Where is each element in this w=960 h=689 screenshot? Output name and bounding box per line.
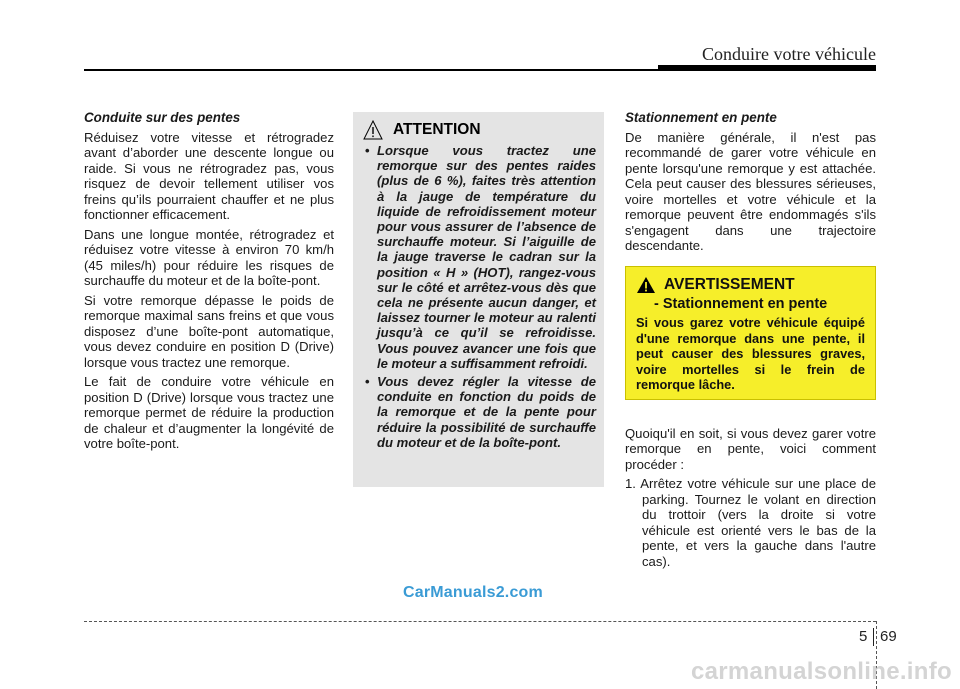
section-heading-pentes: Conduite sur des pentes — [84, 110, 241, 125]
step-item: 1. Arrêtez votre véhicule sur une place de parking. Tournez le volant en direction du trottoir (vers la droite si votre véhicule est orienté vers le bas de la pente, et vers la gauche dans l'autre cas). — [625, 476, 876, 569]
caution-box — [353, 112, 604, 487]
caution-item: • Lorsque vous tractez une remorque sur des pentes raides (plus de 6 %), faites très attention à la jauge de température du liquide de refroidissement moteur pour vous assurer de l’absence de surchauffe moteur. Si l’aiguille de la jauge traverse le cadran sur la position « H » (HOT), rangez-vous sur le côté et arrêtez-vous dès que cela ne présente aucun danger, et laissez tourner le moteur au ralenti jusqu’à ce qu’il se refroidisse. Vous pouvez avancer une fois que le moteur a suffisamment refroidi. — [363, 143, 596, 371]
section-heading-stationnement: Stationnement en pente — [625, 110, 777, 125]
left-column — [84, 110, 334, 456]
paragraph: Réduisez votre vitesse et rétrogradez avant d’aborder une descente longue ou raide. Si vous ne rétrogradez pas, vous risquez de devoir tellement utiliser vos freins qu’ils pourraient chauffer et ne plus fonctionner efficacement. — [84, 129, 334, 222]
caution-header — [363, 120, 596, 140]
header-rule-accent — [658, 65, 876, 71]
paragraph: De manière générale, il n'est pas recommandé de garer votre véhicule en pente lorsqu'une remorque y est attachée. Cela peut causer des blessures sérieuses, voire mortelles et votre véhicule et la remorque peuvent être endommagés s'ils s'engagent dans une trajectoire descendante. — [625, 129, 876, 253]
paragraph: Quoiqu'il en soit, si vous devez garer votre remorque en pente, voici comment procéder : — [625, 425, 876, 472]
caution-item: • Vous devez régler la vitesse de conduite en fonction du poids de la remorque et de la pente pour réduire la possibilité de surchauffe du moteur et de la boîte-pont. — [363, 374, 596, 450]
warning-header — [636, 276, 865, 294]
paragraph: Si votre remorque dépasse le poids de remorque maximal sans freins et que vous disposez d’une boîte-pont automatique, vous devez conduire en position D (Drive) lorsque vous tractez une remorque. — [84, 292, 334, 370]
steps-list — [625, 476, 876, 569]
page-header-title: Conduire votre véhicule — [702, 44, 876, 64]
caution-triangle-icon — [363, 120, 383, 140]
warning-triangle-icon — [636, 276, 656, 294]
page-number-separator — [873, 628, 874, 646]
watermark-footer: carmanualsonline.info — [690, 658, 952, 685]
warning-subtitle: - Stationnement en pente — [654, 296, 828, 312]
page-number: 69 — [880, 628, 897, 645]
watermark-link[interactable]: CarManuals2.com — [403, 584, 543, 601]
caution-list — [363, 143, 596, 450]
warning-box — [625, 266, 876, 400]
footer-rule — [84, 621, 876, 622]
paragraph: Le fait de conduire votre véhicule en position D (Drive) lorsque vous tractez une remorque permet de réduire la production de chaleur et d’augmenter la longévité de votre boîte-pont. — [84, 374, 334, 451]
warning-title: AVERTISSEMENT — [664, 276, 795, 293]
caution-title: ATTENTION — [393, 121, 481, 138]
paragraph: Dans une longue montée, rétrogradez et réduisez votre vitesse à environ 70 km/h (45 miles/h) pour réduire les risques de surchauffe du moteur et de la boîte-pont. — [84, 226, 334, 288]
chapter-number: 5 — [859, 628, 868, 645]
warning-text: Si vous garez votre véhicule équipé d'une remorque dans une pente, il peut causer des blessures graves, voire mortelles si le frein de remorque lâche. — [636, 315, 865, 392]
